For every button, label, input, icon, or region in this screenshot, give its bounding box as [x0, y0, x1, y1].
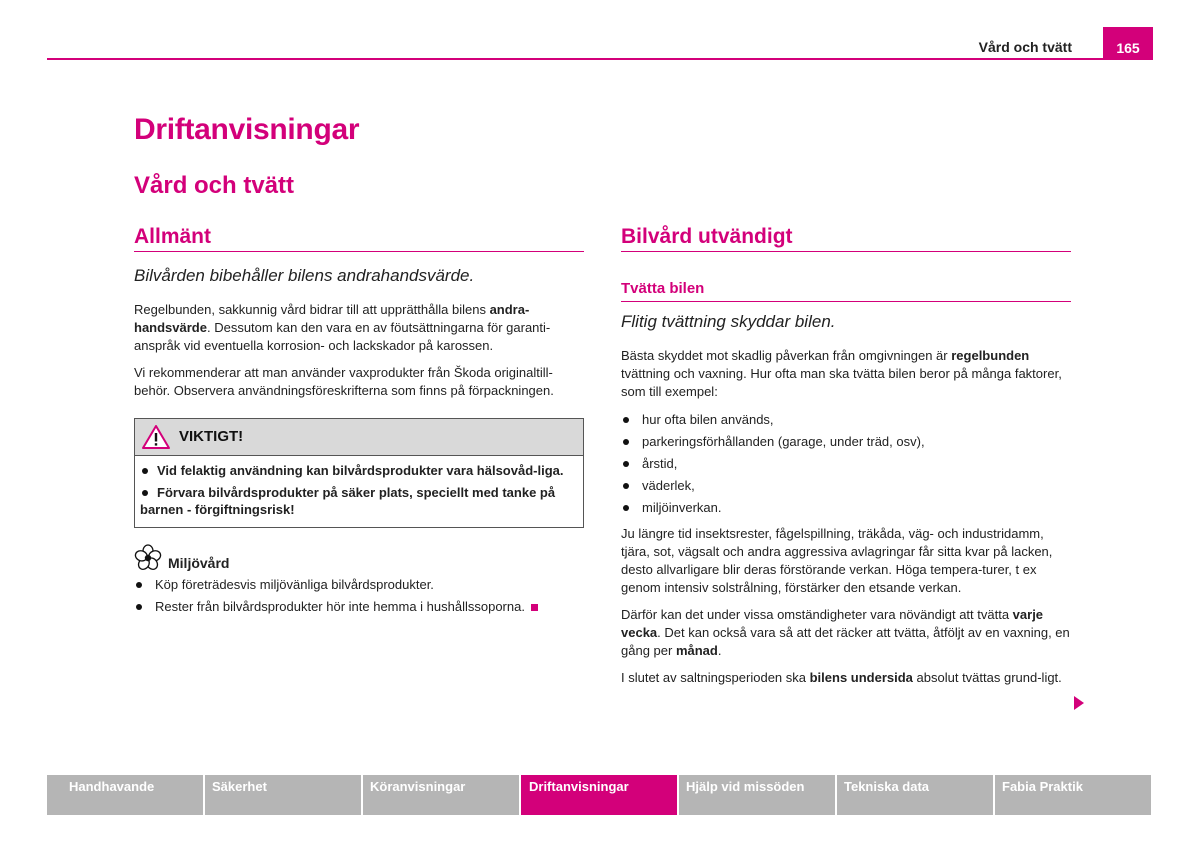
bold-text: andra-handsvärde	[134, 302, 530, 335]
warning-item	[140, 484, 578, 518]
right-column	[621, 225, 1071, 696]
warning-item-text: Förvara bilvårdsprodukter på säker plats, speciellt med tanke på barnen - förgiftningsrisk!	[140, 485, 556, 517]
warning-box	[134, 418, 584, 528]
text-span: . Dessutom kan den vara en av föutsättningarna för garanti-anspråk vid eventuella korrosion- och lackskador på karossen.	[134, 320, 551, 353]
paragraph	[134, 301, 584, 355]
bold-text: månad	[675, 643, 718, 658]
list-item: miljöinverkan.	[621, 499, 1071, 517]
page-title: Driftanvisningar	[134, 113, 360, 146]
text-span: tvättning och vaxning. Hur ofta man ska tvätta bilen beror på många faktorer, som till exempel:	[621, 366, 1062, 399]
warning-label: VIKTIGT!	[179, 428, 244, 445]
text-span: Bästa skyddet mot skadlig påverkan från omgivningen är	[621, 348, 952, 363]
list-item: Köp företrädesvis miljövänliga bilvårdsprodukter.	[134, 576, 584, 594]
text-span: I slutet av saltningsperioden ska	[621, 670, 810, 685]
page-number-label: 165	[1116, 39, 1140, 56]
nav-tab-fabia-praktik[interactable]: Fabia Praktik	[995, 775, 1151, 815]
warning-item-text: Vid felaktig användning kan bilvårdsprodukter vara hälsovåd-liga.	[157, 463, 564, 478]
chapter-nav	[47, 775, 1153, 815]
bold-text: bilens undersida	[809, 670, 913, 685]
section-title-allmant: Allmänt	[134, 228, 584, 252]
text-span: . Det kan också vara så att det räcker att tvätta, åtföljt av en vaxning, en gång per	[621, 625, 1070, 658]
warning-triangle-icon	[141, 424, 171, 450]
bullet-icon	[142, 490, 148, 496]
warning-body	[135, 456, 583, 527]
header-rule	[47, 58, 1153, 60]
environment-header	[134, 544, 584, 572]
page-subtitle: Vård och tvätt	[134, 172, 295, 199]
text-span: Därför kan det under vissa omständigheter vara növändigt att tvätta	[621, 607, 1013, 622]
subsection-title: Tvätta bilen	[621, 280, 1071, 302]
warning-header	[135, 419, 583, 456]
next-page-arrow-icon[interactable]	[1074, 696, 1084, 710]
flower-icon	[134, 544, 162, 572]
bullet-icon	[142, 468, 148, 474]
lead-text: Flitig tvättning skyddar bilen.	[621, 312, 836, 331]
nav-tab-koranvisningar[interactable]: Köranvisningar	[363, 775, 519, 815]
bold-text: varje vecka	[621, 607, 1044, 640]
text-span: Regelbunden, sakkunnig vård bidrar till att upprätthålla bilens	[134, 302, 490, 317]
text-span: .	[717, 643, 722, 658]
factors-list	[621, 411, 1071, 517]
environment-list	[134, 576, 584, 616]
bold-text: regelbunden	[951, 348, 1030, 363]
list-item: parkeringsförhållanden (garage, under träd, osv),	[621, 433, 1071, 451]
paragraph	[621, 347, 1071, 401]
lead-text: Bilvården bibehåller bilens andrahandsvärde.	[134, 266, 475, 285]
paragraph	[621, 606, 1071, 660]
end-marker-icon	[531, 604, 538, 611]
list-item: väderlek,	[621, 477, 1071, 495]
nav-tab-handhavande[interactable]: Handhavande	[47, 775, 203, 815]
text-span: absolut tvättas grund-ligt.	[912, 670, 1062, 685]
page-number	[1103, 27, 1153, 60]
list-item-text: Rester från bilvårdsprodukter hör inte hemma i hushållssoporna.	[155, 599, 525, 614]
nav-tab-driftanvisningar[interactable]: Driftanvisningar	[521, 775, 677, 815]
nav-tab-sakerhet[interactable]: Säkerhet	[205, 775, 361, 815]
list-item: hur ofta bilen används,	[621, 411, 1071, 429]
left-column	[134, 225, 584, 620]
list-item	[134, 598, 584, 616]
section-title-bilvard: Bilvård utvändigt	[621, 228, 1071, 252]
paragraph: Vi rekommenderar att man använder vaxprodukter från Škoda originaltill-behör. Observera användningsföreskrifterna som finns på förpackningen.	[134, 365, 554, 398]
warning-item	[140, 462, 578, 479]
nav-tab-tekniska-data[interactable]: Tekniska data	[837, 775, 993, 815]
running-title: Vård och tvätt	[978, 39, 1072, 55]
paragraph	[621, 669, 1071, 687]
environment-label: Miljövård	[168, 555, 230, 571]
paragraph: Ju längre tid insektsrester, fågelspillning, träkåda, väg- och industridamm, tjära, sot, vägsalt och andra aggressiva avlagringar får sitta kvar på lacken, desto allvarligare blir deras förstörande verkan. Höga tempera-turer, t ex genom intensiv solstrålning, förstärker den etsande verkan.	[621, 526, 1053, 595]
nav-tab-hjalp-vid-missoden[interactable]: Hjälp vid missöden	[679, 775, 835, 815]
list-item: årstid,	[621, 455, 1071, 473]
